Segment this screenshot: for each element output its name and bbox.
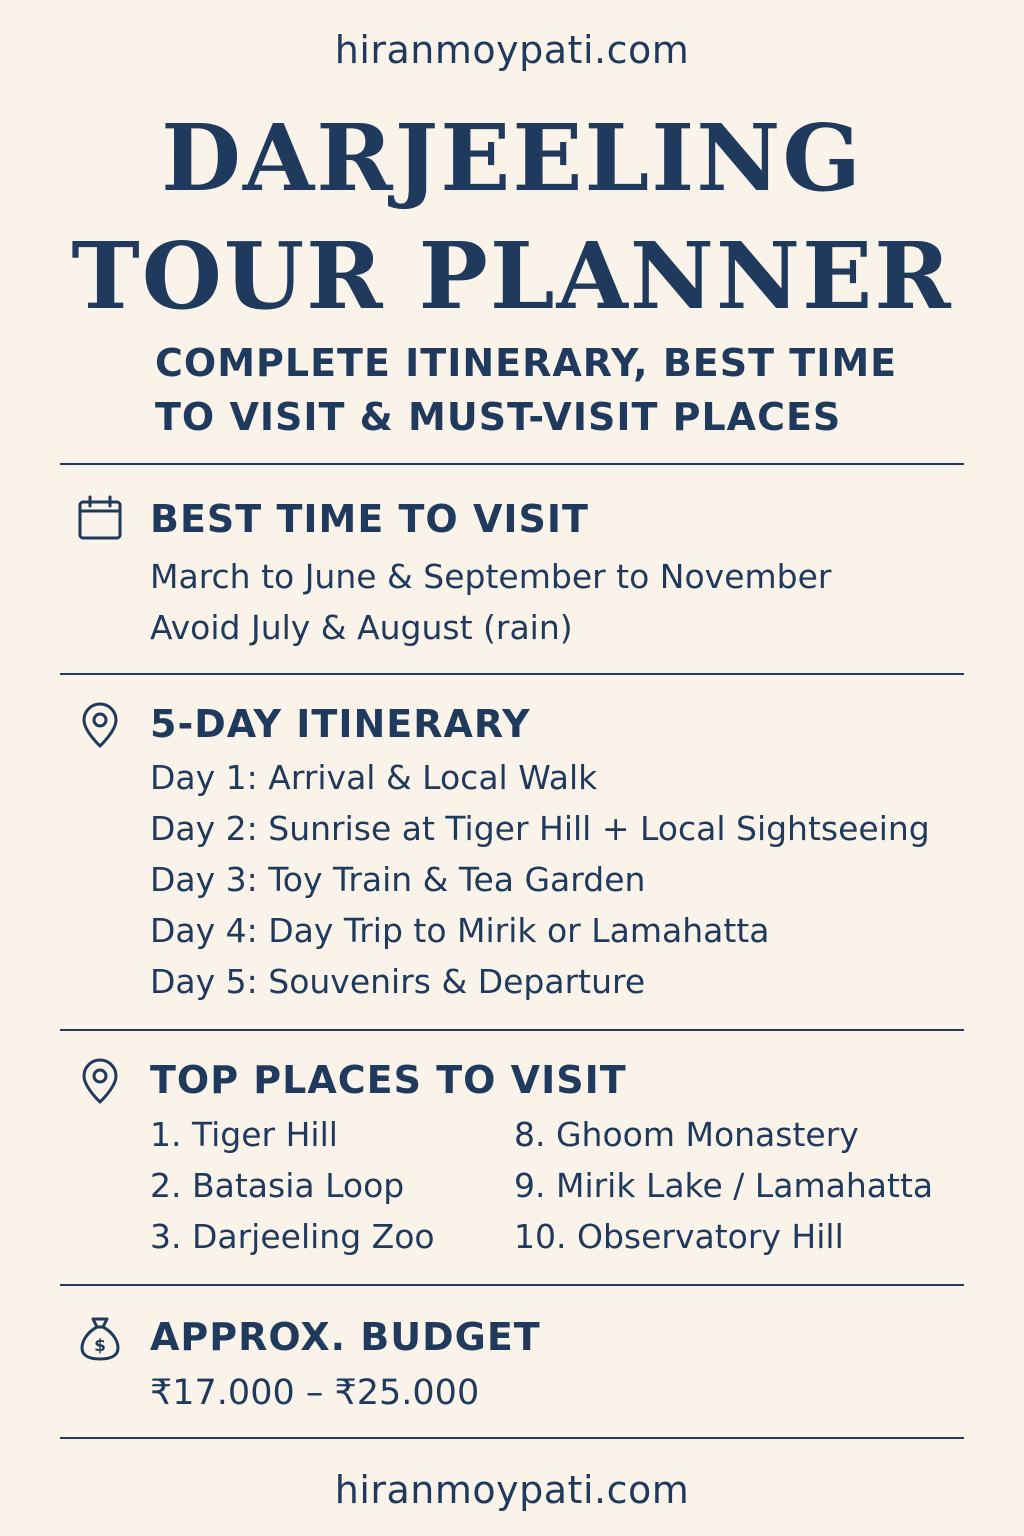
svg-text:$: $	[94, 1336, 106, 1356]
best-time-heading: BEST TIME TO VISIT	[150, 497, 589, 541]
divider	[60, 463, 964, 465]
map-pin-icon	[76, 702, 124, 750]
place-item: 10. Observatory Hill	[514, 1217, 844, 1256]
divider	[60, 1284, 964, 1286]
divider	[60, 1029, 964, 1031]
place-item: 9. Mirik Lake / Lamahatta	[514, 1166, 934, 1205]
subtitle-line-2: TO VISIT & MUST-VISIT PLACES	[155, 395, 842, 439]
itinerary-day: Day 2: Sunrise at Tiger Hill + Local Sightseeing	[150, 809, 930, 848]
money-bag-icon	[76, 1314, 124, 1362]
page-title-line-1: DARJEELING	[161, 104, 863, 212]
itinerary-day: Day 4: Day Trip to Mirik or Lamahatta	[150, 911, 770, 950]
best-time-line: March to June & September to November	[150, 557, 832, 596]
itinerary-heading: 5-DAY ITINERARY	[150, 702, 531, 746]
budget-value: ₹17.000 – ₹25.000	[150, 1373, 480, 1413]
place-item: 3. Darjeeling Zoo	[150, 1217, 435, 1256]
divider	[60, 1437, 964, 1439]
itinerary-day: Day 3: Toy Train & Tea Garden	[150, 860, 646, 899]
place-item: 1. Tiger Hill	[150, 1115, 338, 1154]
place-item: 2. Batasia Loop	[150, 1166, 405, 1205]
place-item: 8. Ghoom Monastery	[514, 1115, 859, 1154]
map-pin-icon	[76, 1058, 124, 1106]
site-url-bottom: hiranmoypati.com	[334, 1468, 690, 1512]
top-places-heading: TOP PLACES TO VISIT	[150, 1058, 627, 1102]
budget-heading: APPROX. BUDGET	[150, 1315, 541, 1359]
best-time-line: Avoid July & August (rain)	[150, 608, 573, 647]
page-title-line-2: TOUR PLANNER	[71, 222, 953, 330]
itinerary-day: Day 1: Arrival & Local Walk	[150, 758, 598, 797]
divider	[60, 673, 964, 675]
site-url-top: hiranmoypati.com	[334, 28, 690, 72]
itinerary-day: Day 5: Souvenirs & Departure	[150, 962, 646, 1001]
calendar-icon	[76, 494, 124, 542]
subtitle-line-1: COMPLETE ITINERARY, BEST TIME	[155, 341, 898, 385]
